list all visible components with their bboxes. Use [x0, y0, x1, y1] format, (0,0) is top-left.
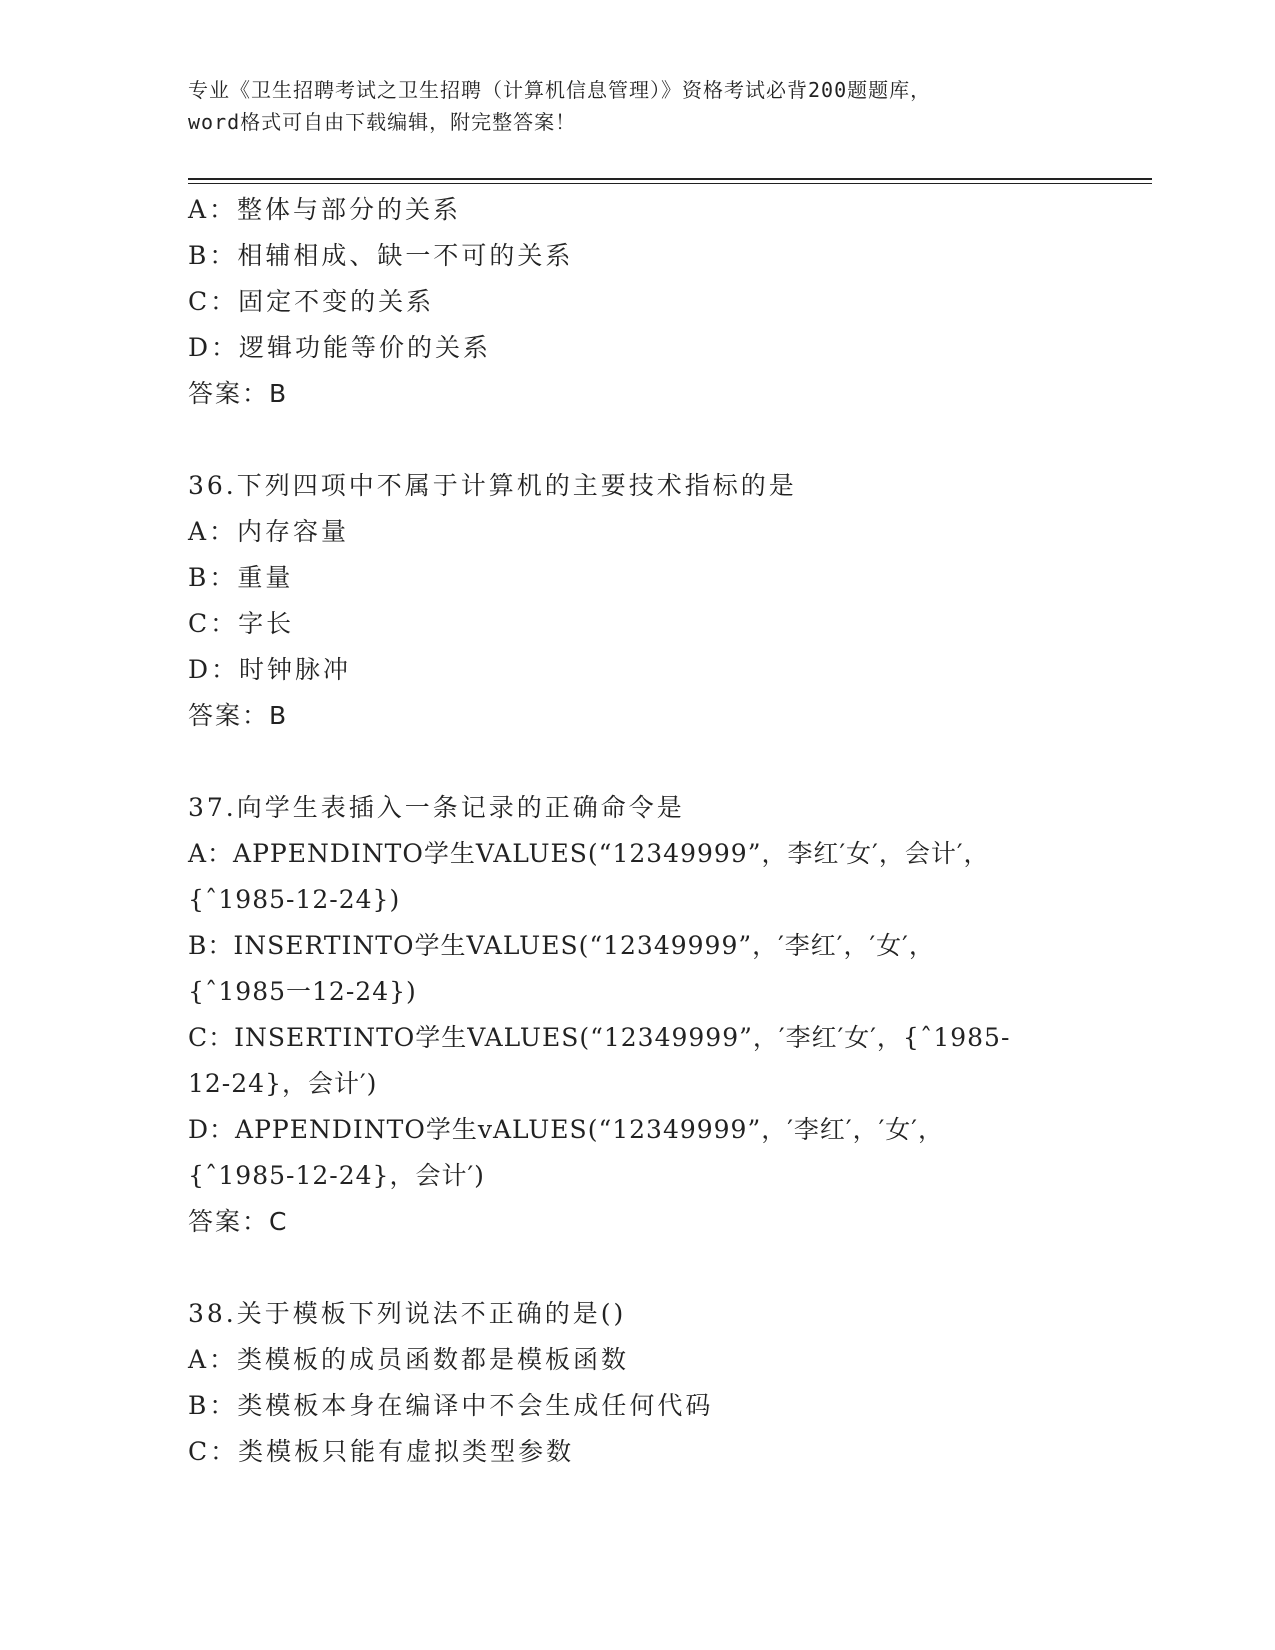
question-36: [188, 463, 1088, 739]
option-a: A：APPENDINTO学生VALUES(“12349999”，李红′女′，会计′，: [188, 839, 990, 868]
question-stem: 38.关于模板下列说法不正确的是(): [188, 1299, 627, 1328]
option-d: D：APPENDINTO学生vALUES(“12349999”，′李红′，′女′，: [188, 1115, 944, 1144]
header-divider-thick: [188, 178, 1152, 180]
option-b: B：相辅相成、缺一不可的关系: [188, 241, 574, 270]
option-d-continued: {ˆ1985-12-24}，会计′): [188, 1161, 485, 1190]
document-header: [188, 74, 1088, 138]
header-line-1: 专业《卫生招聘考试之卫生招聘（计算机信息管理）》资格考试必背200题题库，: [188, 78, 932, 102]
option-c: C：类模板只能有虚拟类型参数: [188, 1437, 575, 1466]
option-a: A：整体与部分的关系: [188, 195, 462, 224]
answer: 答案：B: [188, 379, 289, 408]
question-38: [188, 1291, 1088, 1475]
option-b: B：类模板本身在编译中不会生成任何代码: [188, 1391, 714, 1420]
option-a-continued: {ˆ1985-12-24}): [188, 885, 401, 914]
spacer: [188, 1245, 1088, 1291]
answer: 答案：C: [188, 1207, 289, 1236]
spacer: [188, 739, 1088, 785]
option-b: B：重量: [188, 563, 294, 592]
header-divider-thin: [188, 183, 1152, 184]
header-line-2: word格式可自由下载编辑，附完整答案！: [188, 110, 577, 134]
option-a: A：内存容量: [188, 517, 350, 546]
option-c: C：固定不变的关系: [188, 287, 435, 316]
option-a: A：类模板的成员函数都是模板函数: [188, 1345, 630, 1374]
question-list: [188, 187, 1088, 1475]
question-37: [188, 785, 1088, 1245]
option-b-continued: {ˆ1985一12-24}): [188, 977, 417, 1006]
question-35: [188, 187, 1088, 417]
option-d: D：逻辑功能等价的关系: [188, 333, 492, 362]
option-c-continued: 12-24}，会计′): [188, 1069, 378, 1098]
question-stem: 37.向学生表插入一条记录的正确命令是: [188, 793, 685, 822]
answer: 答案：B: [188, 701, 289, 730]
question-stem: 36.下列四项中不属于计算机的主要技术指标的是: [188, 471, 797, 500]
option-c: C：INSERTINTO学生VALUES(“12349999”，′李红′女′，{ˆ1985-: [188, 1023, 1011, 1052]
option-b: B：INSERTINTO学生VALUES(“12349999”，′李红′，′女′，: [188, 931, 935, 960]
option-d: D：时钟脉冲: [188, 655, 352, 684]
spacer: [188, 417, 1088, 463]
option-c: C：字长: [188, 609, 295, 638]
